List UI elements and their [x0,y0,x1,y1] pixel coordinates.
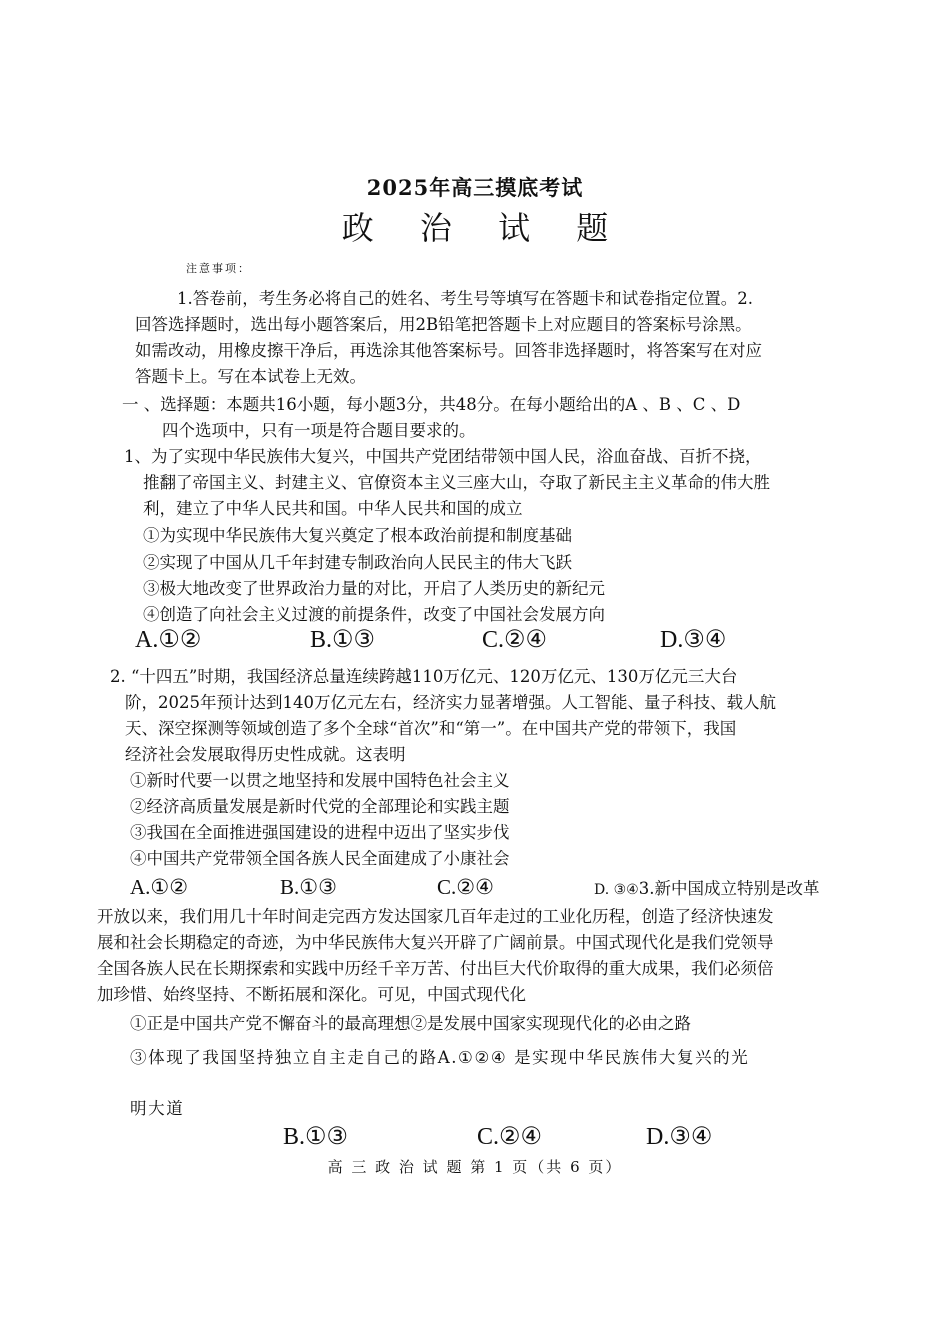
q3-stem-line-3: 全国各族人民在长期探索和实践中历经千辛万苦、付出巨大代价取得的重大成果，我们必须倍 [97,959,774,978]
q3-items-line-3: 明大道 [130,1099,185,1118]
q1-item-2: ②实现了中国从几千年封建专制政治向人民民主的伟大飞跃 [143,553,572,572]
q3-stem-line-4: 加珍惜、始终坚持、不断拓展和深化。可见，中国式现代化 [97,985,526,1004]
section-heading-line-1: 一 、选择题：本题共16小题，每小题3分，共48分。在每小题给出的A 、B 、C 、D [122,395,741,414]
exam-title: 2025年高三摸底考试 [366,175,584,200]
q2-option-d: D. ③④ [594,882,639,898]
subject-title: 政 治 试 题 [341,209,627,247]
q3-option-d: D.③④ [646,1124,713,1150]
q1-stem-line-3: 利，建立了中华人民共和国。中华人民共和国的成立 [143,499,523,518]
q2-stem-line-1: 2. “十四五”时期，我国经济总量连续跨越110万亿元、120万亿元、130万亿元三大台 [110,667,738,686]
q3-stem-line-1: 开放以来，我们用几十年时间走完西方发达国家几百年走过的工业化历程，创造了经济快速发 [97,907,774,926]
q1-option-d: D.③④ [660,627,727,653]
q1-option-a: A.①② [135,627,202,653]
q1-option-c: C.②④ [482,627,548,653]
q2-option-b: B.①③ [280,875,337,899]
page-footer: 高 三 政 治 试 题 第 1 页（共 6 页） [327,1158,623,1176]
q2-stem-line-3: 天、深空探测等领域创造了多个全球“首次”和“第一”。在中国共产党的带领下，我国 [125,719,737,738]
q2-option-c: C.②④ [437,875,494,899]
q2-item-1: ①新时代要一以贯之地坚持和发展中国特色社会主义 [130,771,510,790]
q1-item-3: ③极大地改变了世界政治力量的对比，开启了人类历史的新纪元 [143,579,605,598]
q3-items-line-1: ①正是中国共产党不懈奋斗的最高理想②是发展中国家实现现代化的必由之路 [130,1014,691,1033]
q2-stem-line-2: 阶，2025年预计达到140万亿元左右，经济实力显著增强。人工智能、量子科技、载人航 [125,693,776,712]
q1-item-4: ④创造了向社会主义过渡的前提条件，改变了中国社会发展方向 [143,605,605,624]
q3-items-line-2: ③体现了我国坚持独立自主走自己的路A.①②④ 是实现中华民族伟大复兴的光 [130,1048,750,1067]
q3-stem-start: 3.新中国成立特别是改革 [638,879,820,898]
notice-heading: 注意事项： [186,262,251,275]
q1-option-b: B.①③ [310,627,376,653]
notice-line-1: 1.答卷前，考生务必将自己的姓名、考生号等填写在答题卡和试卷指定位置。2. [177,289,753,308]
q1-stem-line-2: 推翻了帝国主义、封建主义、官僚资本主义三座大山，夺取了新民主主义革命的伟大胜 [143,473,770,492]
q2-stem-line-4: 经济社会发展取得历史性成就。这表明 [125,745,406,764]
notice-line-4: 答题卡上。写在本试卷上无效。 [135,367,366,386]
q2-item-2: ②经济高质量发展是新时代党的全部理论和实践主题 [130,797,510,816]
q2-option-a: A.①② [130,875,189,899]
q2-option-d-line [594,877,819,902]
q2-item-4: ④中国共产党带领全国各族人民全面建成了小康社会 [130,849,510,868]
notice-line-2: 回答选择题时，选出每小题答案后，用2B铅笔把答题卡上对应题目的答案标号涂黑。 [135,315,752,334]
section-heading-line-2: 四个选项中，只有一项是符合题目要求的。 [162,421,476,440]
notice-line-3: 如需改动，用橡皮擦干净后，再选涂其他答案标号。回答非选择题时，将答案写在对应 [135,341,762,360]
q3-stem-line-2: 展和社会长期稳定的奇迹，为中华民族伟大复兴开辟了广阔前景。中国式现代化是我们党领导 [97,933,774,952]
q1-stem-line-1: 1、为了实现中华民族伟大复兴，中国共产党团结带领中国人民，浴血奋战、百折不挠， [124,447,762,466]
q1-item-1: ①为实现中华民族伟大复兴奠定了根本政治前提和制度基础 [143,526,572,545]
q3-option-b: B.①③ [283,1124,349,1150]
q3-option-c: C.②④ [477,1124,543,1150]
q2-item-3: ③我国在全面推进强国建设的进程中迈出了坚实步伐 [130,823,510,842]
